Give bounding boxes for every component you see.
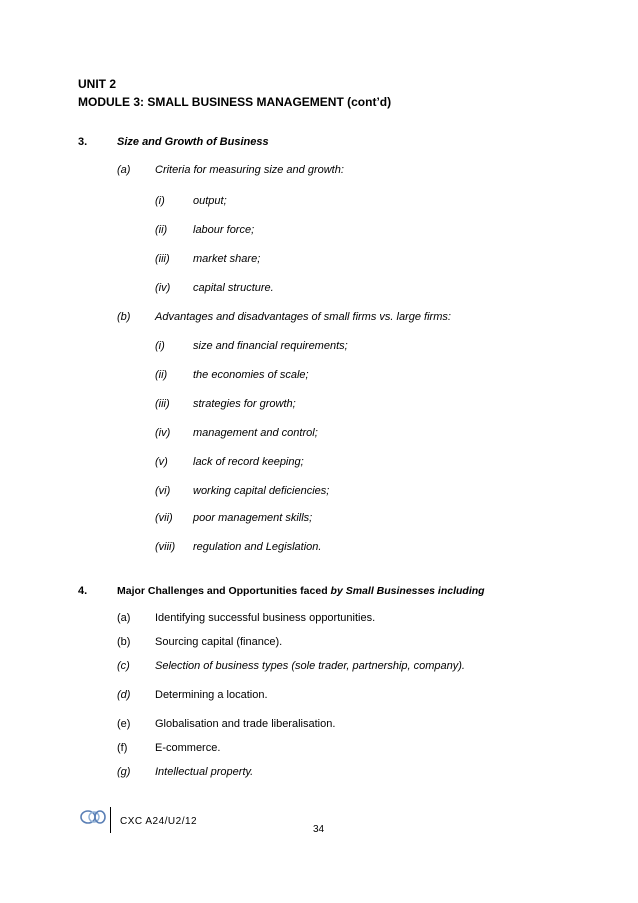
footer-divider: [110, 807, 111, 833]
list-item: lack of record keeping;: [193, 456, 304, 468]
list-label: (i): [155, 195, 165, 207]
list-item: market share;: [193, 253, 261, 265]
list-label: (ii): [155, 369, 168, 381]
list-label: (v): [155, 456, 168, 468]
list-item: Identifying successful business opportunities.: [155, 612, 376, 624]
list-item: Determining a location.: [155, 689, 268, 701]
list-label: (vi): [155, 485, 171, 497]
list-label: (c): [117, 660, 130, 672]
list-item: management and control;: [193, 427, 318, 439]
section-number: 4.: [78, 585, 88, 597]
list-item: output;: [193, 195, 227, 207]
list-label: (iv): [155, 427, 171, 439]
section-title: [117, 585, 485, 597]
list-label: (a): [117, 612, 131, 624]
list-label: (iii): [155, 253, 170, 265]
cxc-logo-icon: [80, 808, 106, 826]
list-item: poor management skills;: [193, 512, 313, 524]
module-heading: MODULE 3: SMALL BUSINESS MANAGEMENT (cont’d): [78, 95, 392, 109]
document-code: CXC A24/U2/12: [120, 816, 198, 827]
list-item: working capital deficiencies;: [193, 485, 330, 497]
list-item: labour force;: [193, 224, 255, 236]
unit-heading: UNIT 2: [78, 77, 117, 91]
list-label: (i): [155, 340, 165, 352]
list-item: Selection of business types (sole trader, partnership, company).: [155, 660, 465, 672]
list-label: (iii): [155, 398, 170, 410]
list-label: (f): [117, 742, 128, 754]
list-item: the economies of scale;: [193, 369, 309, 381]
list-label: (b): [117, 636, 131, 648]
list-item: capital structure.: [193, 282, 274, 294]
sub-text: Advantages and disadvantages of small firms vs. large firms:: [155, 311, 451, 323]
list-label: (d): [117, 689, 131, 701]
list-item: E-commerce.: [155, 742, 221, 754]
section-number: 3.: [78, 136, 88, 148]
list-label: (iv): [155, 282, 171, 294]
list-item: regulation and Legislation.: [193, 541, 322, 553]
list-item: Intellectual property.: [155, 766, 254, 778]
section-title: Size and Growth of Business: [117, 136, 269, 148]
list-item: strategies for growth;: [193, 398, 296, 410]
list-label: (ii): [155, 224, 168, 236]
section-title-italic: by Small Businesses including: [330, 585, 485, 597]
list-label: (viii): [155, 541, 176, 553]
list-item: Sourcing capital (finance).: [155, 636, 283, 648]
sub-text: Criteria for measuring size and growth:: [155, 164, 344, 176]
page-number: 34: [313, 824, 325, 835]
list-item: Globalisation and trade liberalisation.: [155, 718, 336, 730]
section-title-plain: Major Challenges and Opportunities faced: [117, 585, 331, 597]
list-label: (e): [117, 718, 131, 730]
sub-label: (b): [117, 311, 131, 323]
sub-label: (a): [117, 164, 131, 176]
list-item: size and financial requirements;: [193, 340, 348, 352]
list-label: (vii): [155, 512, 173, 524]
list-label: (g): [117, 766, 131, 778]
